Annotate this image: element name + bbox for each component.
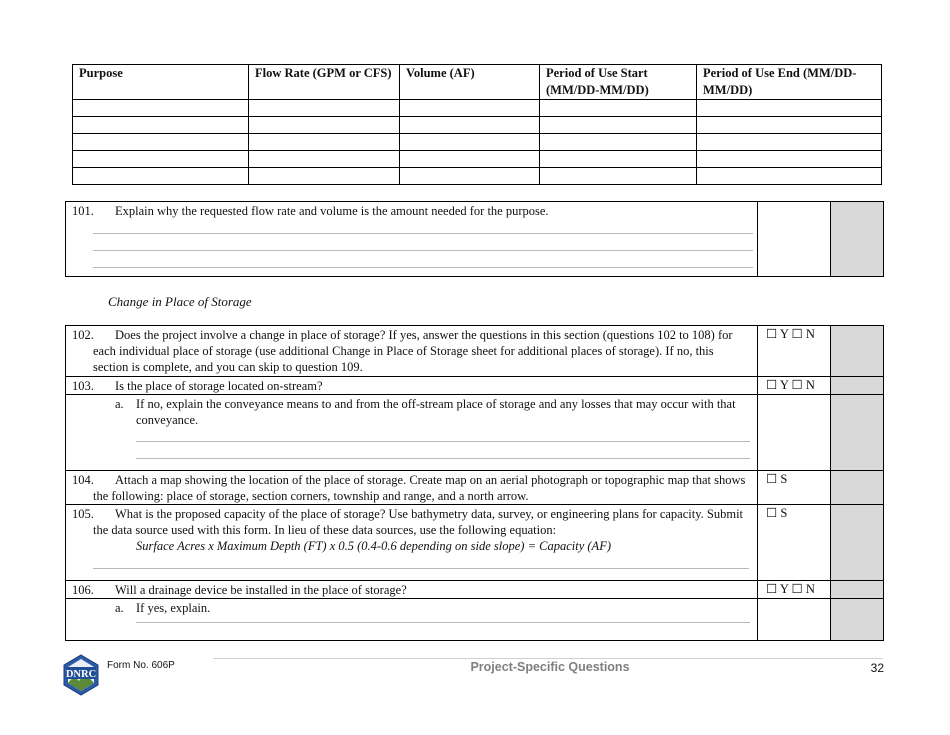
yes-no-checkbox[interactable]: ☐ Y ☐ N — [758, 581, 831, 599]
header-period-end: Period of Use End (MM/DD-MM/DD) — [697, 65, 882, 100]
cell-purpose[interactable] — [73, 134, 249, 151]
footer-title: Project-Specific Questions — [470, 660, 630, 674]
table-row — [73, 100, 882, 117]
cell-volume[interactable] — [400, 134, 540, 151]
purpose-table — [72, 64, 882, 185]
office-use-cell — [831, 395, 884, 471]
answer-lines[interactable] — [72, 219, 753, 268]
cell-flow-rate[interactable] — [249, 100, 400, 117]
cell-period-start[interactable] — [540, 151, 697, 168]
cell-purpose[interactable] — [73, 168, 249, 185]
answer-lines[interactable] — [136, 428, 750, 459]
cell-flow-rate[interactable] — [249, 134, 400, 151]
cell-volume[interactable] — [400, 100, 540, 117]
cell-purpose[interactable] — [73, 151, 249, 168]
cell-period-start[interactable] — [540, 117, 697, 134]
dnrc-logo — [60, 654, 102, 696]
cell-flow-rate[interactable] — [249, 168, 400, 185]
logo-text: DNRC — [65, 669, 97, 680]
cell-volume[interactable] — [400, 151, 540, 168]
office-use-cell — [831, 581, 884, 599]
table-row — [73, 168, 882, 185]
question-text: Is the place of storage located on-stream? — [115, 379, 323, 393]
question-102-row — [66, 326, 884, 377]
cell-period-end[interactable] — [697, 134, 882, 151]
question-number: 103. — [72, 379, 94, 393]
office-use-cell — [831, 202, 884, 277]
question-101-table — [65, 201, 884, 277]
question-105-row — [66, 505, 884, 581]
table-row — [73, 151, 882, 168]
cell-period-start[interactable] — [540, 134, 697, 151]
question-number: 101. — [72, 204, 94, 218]
cell-period-end[interactable] — [697, 151, 882, 168]
question-text: What is the proposed capacity of the place of storage? Use bathymetry data, survey, or engineering plans for capacity. Submit the data source used with this form. In lieu of these data sources, use the following equation: — [93, 507, 744, 537]
office-use-cell — [831, 377, 884, 395]
answer-lines[interactable] — [72, 554, 749, 569]
question-number: 102. — [72, 328, 94, 342]
form-number: Form No. 606P — [107, 660, 175, 671]
answer-cell[interactable] — [758, 202, 831, 277]
table-row — [73, 134, 882, 151]
question-number: 105. — [72, 507, 94, 521]
subquestion-text: If no, explain the conveyance means to and from the off-stream place of storage and any losses that may occur with that conveyance. — [136, 397, 736, 427]
header-flow-rate: Flow Rate (GPM or CFS) — [249, 65, 400, 100]
header-period-start: Period of Use Start (MM/DD-MM/DD) — [540, 65, 697, 100]
question-104 — [66, 471, 758, 505]
cell-flow-rate[interactable] — [249, 151, 400, 168]
question-text: Will a drainage device be installed in the place of storage? — [115, 583, 407, 597]
cell-purpose[interactable] — [73, 117, 249, 134]
office-use-cell — [831, 326, 884, 377]
answer-cell[interactable] — [758, 395, 831, 471]
question-106a — [66, 599, 758, 641]
question-106a-row — [66, 599, 884, 641]
subquestion-text: If yes, explain. — [136, 601, 211, 615]
office-use-cell — [831, 599, 884, 641]
question-text: Does the project involve a change in place of storage? If yes, answer the questions in this section (questions 102 to 108) for each individual place of storage (use additional Change in Place of Storage sheet for additional places of storage). If no, this section is complete, and you can skip to question 109. — [93, 328, 733, 374]
table-row — [73, 117, 882, 134]
yes-no-checkbox[interactable]: ☐ Y ☐ N — [758, 377, 831, 395]
question-105 — [66, 505, 758, 581]
section-title: Change in Place of Storage — [108, 294, 252, 309]
submitted-checkbox[interactable]: ☐ S — [758, 471, 831, 505]
question-text: Attach a map showing the location of the place of storage. Create map on an aerial photograph or topographic map that shows the following: place of storage, section corners, township and range, and a north arrow. — [93, 473, 746, 503]
question-103-row — [66, 377, 884, 395]
cell-period-start[interactable] — [540, 100, 697, 117]
office-use-cell — [831, 471, 884, 505]
question-106 — [66, 581, 758, 599]
purpose-table-header-row — [73, 65, 882, 100]
capacity-formula: Surface Acres x Maximum Depth (FT) x 0.5 (0.4-0.6 depending on side slope) = Capacity (AF) — [136, 539, 611, 553]
cell-volume[interactable] — [400, 168, 540, 185]
question-104-row — [66, 471, 884, 505]
yes-no-checkbox[interactable]: ☐ Y ☐ N — [758, 326, 831, 377]
cell-period-end[interactable] — [697, 168, 882, 185]
change-in-place-of-storage-table — [65, 325, 884, 641]
cell-period-start[interactable] — [540, 168, 697, 185]
question-103 — [66, 377, 758, 395]
question-103a-row — [66, 395, 884, 471]
cell-period-end[interactable] — [697, 117, 882, 134]
office-use-cell — [831, 505, 884, 581]
footer-divider — [213, 658, 883, 659]
subquestion-label: a. — [115, 601, 124, 615]
answer-lines[interactable] — [136, 616, 750, 623]
question-text: Explain why the requested flow rate and volume is the amount needed for the purpose. — [115, 204, 549, 218]
cell-flow-rate[interactable] — [249, 117, 400, 134]
question-102 — [66, 326, 758, 377]
question-number: 106. — [72, 583, 94, 597]
cell-purpose[interactable] — [73, 100, 249, 117]
answer-cell[interactable] — [758, 599, 831, 641]
question-106-row — [66, 581, 884, 599]
page-number: 32 — [870, 661, 884, 675]
question-103a — [66, 395, 758, 471]
submitted-checkbox[interactable]: ☐ S — [758, 505, 831, 581]
cell-volume[interactable] — [400, 117, 540, 134]
cell-period-end[interactable] — [697, 100, 882, 117]
question-number: 104. — [72, 473, 94, 487]
question-101 — [66, 202, 758, 277]
subquestion-label: a. — [115, 397, 124, 411]
header-purpose: Purpose — [73, 65, 249, 100]
header-volume: Volume (AF) — [400, 65, 540, 100]
